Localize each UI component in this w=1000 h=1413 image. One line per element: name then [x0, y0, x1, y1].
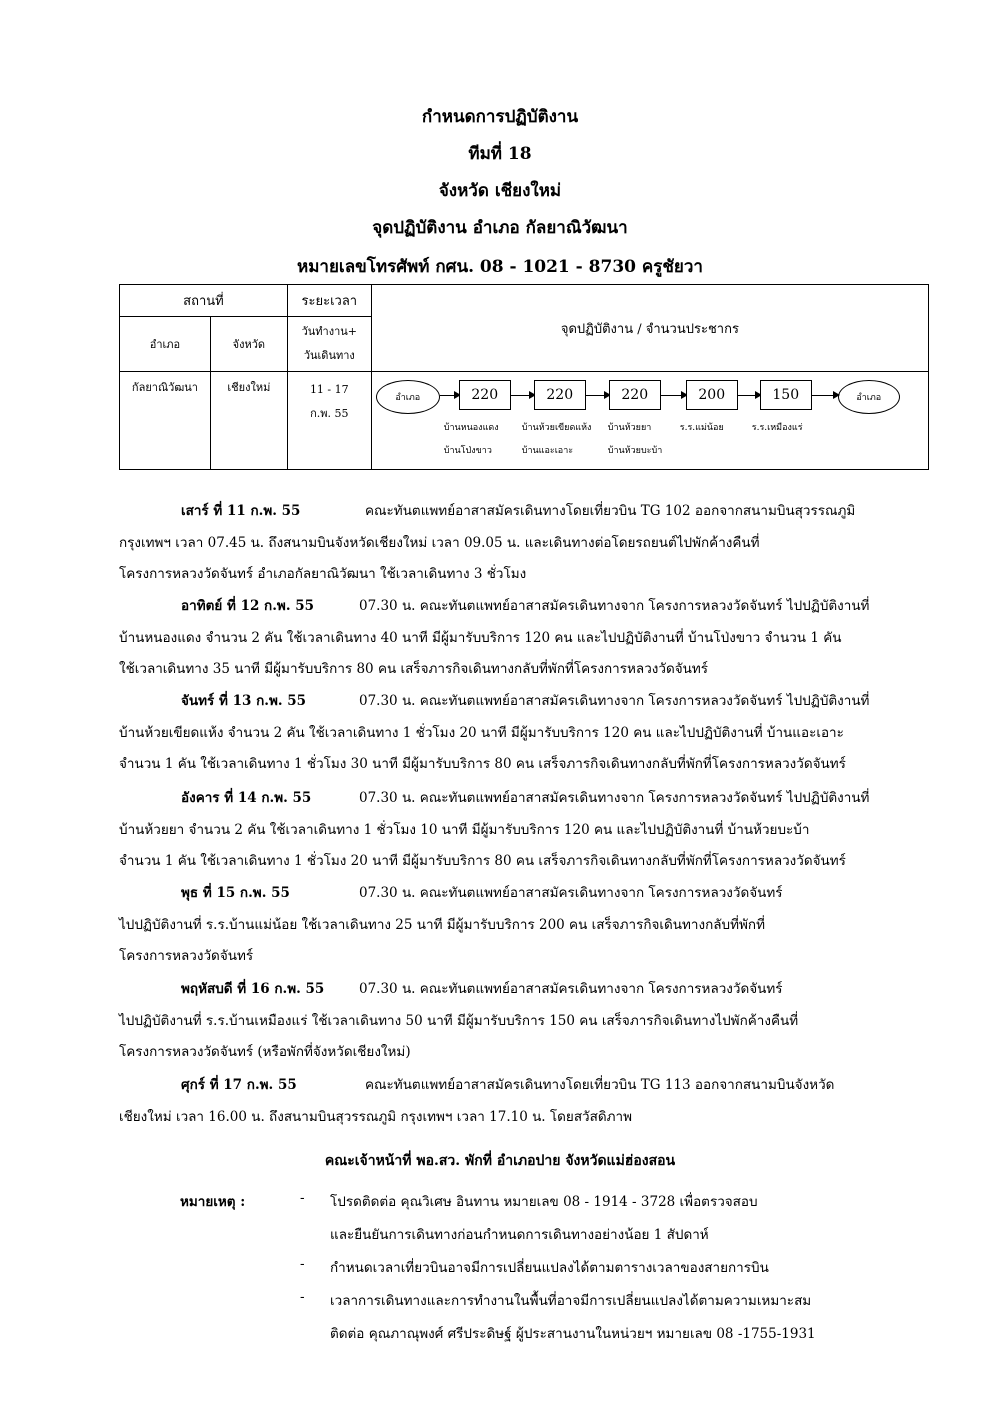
day-text: บ้านหนองแดง จำนวน 2 คัน ใช้เวลาเดินทาง 40 นาที มีผู้มารับบริการ 120 คน และไปปฏิบัติงานที่ บ้านโป่งขาว จำนวน 1 คัน: [119, 629, 842, 646]
province-heading: จังหวัด เชียงใหม่: [438, 181, 562, 201]
day-text: 07.30 น. คณะทันตแพทย์อาสาสมัครเดินทางจาก โครงการหลวงวัดจันทร์ ไปปฏิบัติงานที่: [359, 693, 870, 709]
notes-label: หมายเหตุ :: [180, 1194, 246, 1210]
day-text: 07.30 น. คณะทันตแพทย์อาสาสมัครเดินทางจาก โครงการหลวงวัดจันทร์: [359, 981, 783, 997]
flow-end-oval: อำเภอ: [838, 380, 900, 414]
cell-dates-line2: ก.พ. 55: [310, 407, 349, 420]
flow-label-1b: บ้านโป่งขาว: [443, 446, 492, 456]
day-label: อังคาร ที่ 14 ก.พ. 55: [181, 790, 312, 806]
note-dash: -: [300, 1289, 305, 1305]
day-text: จำนวน 1 คัน ใช้เวลาเดินทาง 1 ชั่วโมง 20 นาที มีผู้มารับบริการ 80 คน เสร็จภารกิจเดินทางกลับที่พักที่โครงการหลวงวัดจันทร์: [119, 853, 846, 869]
cell-district: กัลยาณิวัฒนา: [120, 372, 211, 470]
cell-flow: [371, 372, 928, 470]
schedule-wed: [119, 878, 919, 973]
day-label: เสาร์ ที่ 11 ก.พ. 55: [181, 503, 301, 519]
flow-arrow: [511, 395, 534, 396]
day-text: ไปปฏิบัติงานที่ ร.ร.บ้านเหมืองแร่ ใช้เวลาเดินทาง 50 นาที มีผู้มารับบริการ 150 คน เสร็จภารกิจเดินทางไปพักค้างคืนที่: [119, 1012, 799, 1029]
flow-label-2b: บ้านแอะเอาะ: [521, 446, 574, 456]
schedule-thu: [119, 974, 919, 1069]
schedule-table: [119, 284, 929, 470]
th-days-line2: วันเดินทาง: [303, 349, 355, 362]
th-days-line1: วันทำงาน+: [301, 325, 358, 338]
day-label: พฤหัสบดี ที่ 16 ก.พ. 55: [181, 981, 325, 997]
cell-dates-line1: 11 - 17: [309, 383, 349, 396]
flow-arrow: [440, 395, 459, 396]
schedule-sat: [119, 496, 919, 591]
day-text: คณะทันตแพทย์อาสาสมัครเดินทางโดยเที่ยวบิน TG 102 ออกจากสนามบินสุวรรณภูมิ: [365, 503, 856, 519]
note-item: โปรดติดต่อ คุณวิเศษ อินทาน หมายเลข 08 - 1914 - 3728 เพื่อตรวจสอบ: [330, 1194, 758, 1210]
th-days: [287, 317, 371, 372]
th-province: จังหวัด: [210, 317, 287, 372]
note-item: ติดต่อ คุณภาณุพงศ์ ศรีประดิษฐ์ ผู้ประสานงานในหน่วยฯ หมายเลข 08 -1755-1931: [330, 1326, 816, 1342]
schedule-fri: [119, 1070, 919, 1133]
signature-line: คณะเจ้าหน้าที่ พอ.สว. พักที่ อำเภอปาย จังหวัดแม่ฮ่องสอน: [324, 1153, 676, 1169]
flow-arrow: [812, 395, 838, 396]
flow-arrow: [661, 395, 686, 396]
day-text: บ้านห้วยยา จำนวน 2 คัน ใช้เวลาเดินทาง 1 ชั่วโมง 10 นาที มีผู้มารับบริการ 120 คน และไปปฏิบัติงานที่ บ้านห้วยบะบ้า: [119, 821, 810, 838]
day-text: 07.30 น. คณะทันตแพทย์อาสาสมัครเดินทางจาก โครงการหลวงวัดจันทร์ ไปปฏิบัติงานที่: [359, 598, 870, 614]
note-item: กำหนดเวลาเที่ยวบินอาจมีการเปลี่ยนแปลงได้ตามตารางเวลาของสายการบิน: [330, 1260, 769, 1276]
flow-label-3b: บ้านห้วยบะบ้า: [607, 446, 663, 456]
flow-label-5a: ร.ร.เหมืองแร่: [751, 423, 803, 433]
day-text: โครงการหลวงวัดจันทร์ (หรือพักที่จังหวัดเชียงใหม่): [119, 1044, 411, 1060]
day-text: 07.30 น. คณะทันตแพทย์อาสาสมัครเดินทางจาก โครงการหลวงวัดจันทร์ ไปปฏิบัติงานที่: [359, 790, 870, 806]
flow-box-1: 220: [459, 380, 511, 410]
day-text: กรุงเทพฯ เวลา 07.45 น. ถึงสนามบินจังหวัดเชียงใหม่ เวลา 09.05 น. และเดินทางต่อโดยรถยนต์ไปพักค้างคืนที่: [119, 534, 760, 551]
route-flow: [372, 372, 928, 468]
phone-heading: หมายเลขโทรศัพท์ กศน. 08 - 1021 - 8730 ครูชัยวา: [297, 257, 703, 277]
th-district: อำเภอ: [120, 317, 211, 372]
flow-start-oval: อำเภอ: [376, 380, 440, 414]
schedule-mon: [119, 686, 919, 781]
day-label: ศุกร์ ที่ 17 ก.พ. 55: [181, 1077, 297, 1093]
flow-box-3: 220: [609, 380, 661, 410]
flow-box-2: 220: [534, 380, 586, 410]
flow-box-5: 150: [760, 380, 812, 410]
day-text: บ้านห้วยเขียดแห้ง จำนวน 2 คัน ใช้เวลาเดินทาง 1 ชั่วโมง 20 นาที มีผู้มารับบริการ 120 คน และไปปฏิบัติงานที่ บ้านแอะเอาะ: [119, 724, 844, 741]
schedule-tue: [119, 783, 919, 878]
day-label: อาทิตย์ ที่ 12 ก.พ. 55: [181, 598, 315, 614]
day-label: จันทร์ ที่ 13 ก.พ. 55: [181, 693, 307, 709]
flow-arrow: [586, 395, 609, 396]
th-place: สถานที่: [120, 285, 288, 317]
note-item: เวลาการเดินทางและการทำงานในพื้นที่อาจมีการเปลี่ยนแปลงได้ตามความเหมาะสม: [330, 1293, 812, 1309]
flow-arrow: [738, 395, 760, 396]
work-point-heading: จุดปฏิบัติงาน อำเภอ กัลยาณิวัฒนา: [372, 218, 628, 238]
flow-label-3a: บ้านห้วยยา: [607, 423, 652, 433]
note-item: และยืนยันการเดินทางก่อนกำหนดการเดินทางอย่างน้อย 1 สัปดาห์: [330, 1227, 709, 1243]
note-dash: -: [300, 1256, 305, 1272]
flow-label-2a: บ้านห้วยเขียดแห้ง: [521, 423, 592, 433]
day-text: ไปปฏิบัติงานที่ ร.ร.บ้านแม่น้อย ใช้เวลาเดินทาง 25 นาที มีผู้มารับบริการ 200 คน เสร็จภารกิจเดินทางกลับที่พักที่: [119, 916, 765, 933]
day-text: เชียงใหม่ เวลา 16.00 น. ถึงสนามบินสุวรรณภูมิ กรุงเทพฯ เวลา 17.10 น. โดยสวัสดิภาพ: [119, 1108, 633, 1125]
team-number: ทีมที่ 18: [468, 144, 532, 164]
day-text: คณะทันตแพทย์อาสาสมัครเดินทางโดยเที่ยวบิน TG 113 ออกจากสนามบินจังหวัด: [365, 1077, 835, 1093]
flow-label-4a: ร.ร.แม่น้อย: [679, 423, 724, 433]
day-text: โครงการหลวงวัดจันทร์ อำเภอกัลยาณิวัฒนา ใช้เวลาเดินทาง 3 ชั่วโมง: [119, 566, 527, 582]
cell-province: เชียงใหม่: [210, 372, 287, 470]
day-text: โครงการหลวงวัดจันทร์: [119, 948, 254, 964]
cell-dates: [287, 372, 371, 470]
day-text: ใช้เวลาเดินทาง 35 นาที มีผู้มารับบริการ 80 คน เสร็จภารกิจเดินทางกลับที่พักที่โครงการหลวงวัดจันทร์: [119, 661, 708, 677]
day-text: จำนวน 1 คัน ใช้เวลาเดินทาง 1 ชั่วโมง 30 นาที มีผู้มารับบริการ 80 คน เสร็จภารกิจเดินทางกลับที่พักที่โครงการหลวงวัดจันทร์: [119, 756, 846, 772]
flow-label-1a: บ้านหนองแดง: [443, 423, 499, 433]
day-text: 07.30 น. คณะทันตแพทย์อาสาสมัครเดินทางจาก โครงการหลวงวัดจันทร์: [359, 885, 783, 901]
day-label: พุธ ที่ 15 ก.พ. 55: [181, 885, 290, 901]
th-time: ระยะเวลา: [287, 285, 371, 317]
doc-title: กำหนดการปฏิบัติงาน: [421, 107, 579, 127]
schedule-sun: [119, 591, 919, 686]
flow-box-4: 200: [686, 380, 738, 410]
note-dash: -: [300, 1190, 305, 1206]
th-points: จุดปฏิบัติงาน / จำนวนประชากร: [371, 285, 928, 372]
